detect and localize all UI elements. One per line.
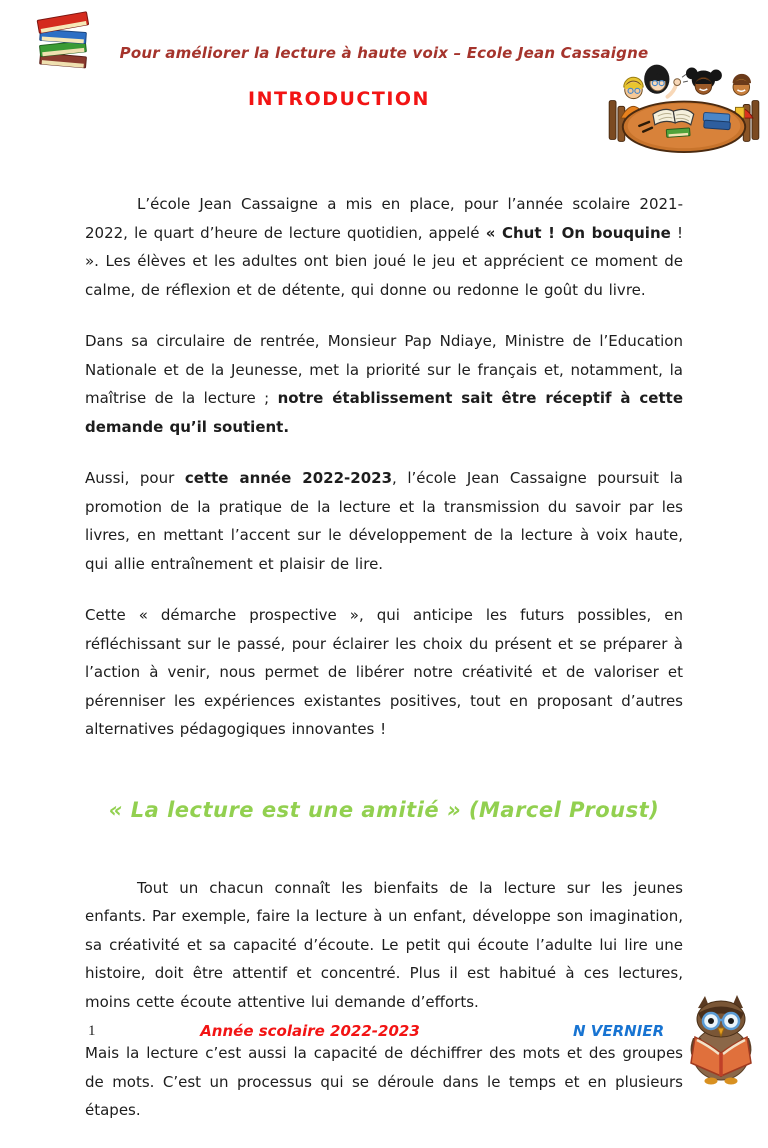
paragraph: L’école Jean Cassaigne a mis en place, pour l’année scolaire 2021-2022, le quart d’heure de lecture quotidien, appelé « Chut ! On bouquine ! ». Les élèves et les adultes ont bien joué le jeu et apprécient ce moment de calme, de réflexion et de détente, qui donne ou redonne le goût du livre. — [85, 195, 683, 299]
footer-author-name: N VERNIER — [573, 1022, 665, 1040]
children-reading-table-illustration — [606, 52, 762, 154]
section-heading-introduction: INTRODUCTION — [248, 88, 430, 110]
page-number: 1 — [88, 1023, 96, 1039]
paragraph: Cette « démarche prospective », qui anticipe les futurs possibles, en réfléchissant sur le passé, pour éclairer les choix du présent et se préparer à l’action à venir, nous permet de libérer notre créativité et de valoriser et pérenniser les expériences existantes positives, tout en proposant d’autres alternatives pédagogiques innovantes ! — [85, 606, 683, 738]
owl-reading-illustration — [676, 992, 766, 1086]
paragraph: Dans sa circulaire de rentrée, Monsieur Pap Ndiaye, Ministre de l’Education Nationale et de la Jeunesse, met la priorité sur le français et, notamment, la maîtrise de la lecture ; notre établissement sait être réceptif à cette demande qu’il soutient. — [85, 332, 683, 436]
paragraph: Tout un chacun connaît les bienfaits de la lecture sur les jeunes enfants. Par exemple, faire la lecture à un enfant, développe son imagination, sa créativité et sa capacité d’écoute. Le petit qui écoute l’adulte lui lire une histoire, doit être attentif et concentré. Plus il est habitué à ces lectures, moins cette écoute attentive lui demande d’efforts. — [85, 878, 683, 1011]
quote-heading: « La lecture est une amitié » (Marcel Proust) — [108, 797, 660, 822]
page-footer — [0, 1022, 768, 1048]
document-header-title: Pour améliorer la lecture à haute voix – Ecole Jean Cassaigne — [119, 44, 649, 62]
paragraph: Mais la lecture c’est aussi la capacité de déchiffrer des mots et des groupes de mots. C’est un processus qui se déroule dans le temps et en plusieurs étapes. — [85, 1044, 683, 1119]
body-text-column — [85, 190, 683, 1148]
footer-school-year: Année scolaire 2022-2023 — [200, 1022, 420, 1040]
paragraph: Aussi, pour cette année 2022-2023, l’école Jean Cassaigne poursuit la promotion de la pratique de la lecture et la transmission du savoir par les livres, en mettant l’accent sur le développement de la lecture à voix haute, qui allie entraînement et plaisir de lire. — [85, 469, 683, 573]
